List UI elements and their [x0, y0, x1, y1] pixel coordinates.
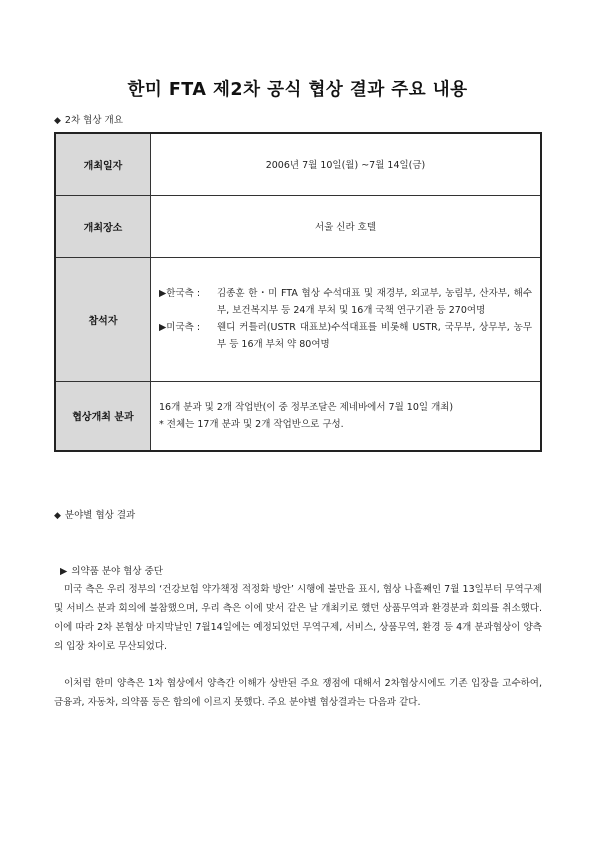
- table-row-venue: [55, 195, 541, 257]
- attendee-us: [159, 319, 532, 353]
- row-label-attendees: 참석자: [55, 257, 151, 381]
- attendee-korea: [159, 285, 532, 319]
- row-value-attendees: [151, 257, 542, 381]
- attendee-us-text: 웬디 커틀러(USTR 대표보)수석대표를 비롯해 USTR, 국무부, 상무부, 농무부 등 16개 부처 약 80여명: [217, 322, 532, 350]
- attendee-korea-label: ▶한국측 :: [159, 288, 201, 299]
- table-row-date: [55, 133, 541, 195]
- row-value-venue: 서울 신라 호텔: [151, 195, 542, 257]
- subsection-heading: [60, 563, 163, 577]
- paragraph-2: 이처럼 한미 양측은 1차 협상에서 양측간 이해가 상반된 주요 쟁점에 대해서 2차협상시에도 기존 입장을 고수하여, 금융과, 자동차, 의약품 등은 합의에 이르지 못했다. 주요 분야별 협상결과는 다음과 같다.: [54, 678, 542, 708]
- split-line-2: * 전체는 17개 분과 및 2개 작업반으로 구성.: [159, 418, 344, 430]
- section-heading-text: 분야별 협상 결과: [64, 510, 136, 521]
- row-label-split: 협상개최 분과: [55, 381, 151, 451]
- triangle-bullet-icon: ▶: [60, 566, 68, 577]
- row-value-split: [151, 381, 542, 451]
- split-line-1: 16개 분과 및 2개 작업반(이 중 정부조달은 제네바에서 7월 10일 개최): [159, 401, 454, 413]
- section-heading-results: [54, 507, 135, 521]
- row-label-venue: 개최장소: [55, 195, 151, 257]
- section-heading-text: 2차 협상 개요: [64, 115, 123, 126]
- table-row-attendees: [55, 257, 541, 381]
- subsection-heading-text: 의약품 분야 협상 중단: [71, 566, 163, 577]
- row-value-date: 2006년 7월 10일(월) ~7월 14일(금): [151, 133, 542, 195]
- section-heading-overview: [54, 112, 123, 126]
- row-label-date: 개최일자: [55, 133, 151, 195]
- paragraph-1: 미국 측은 우리 정부의 ‘건강보험 약가책정 적정화 방안’ 시행에 불만을 표시, 협상 나흘째인 7월 13일부터 무역구제 및 서비스 분과 회의에 불참했으며, 우리 측은 이에 맞서 같은 날 개최키로 했던 상품무역과 환경분과 회의를 취소했다. 이에 따라 2차 본협상 마지막날인 7월14일에는 예정되었던 무역구제, 서비스, 상품무역, 환경 등 4개 분과협상이 양측의 입장 차이로 무산되었다.: [54, 584, 542, 652]
- diamond-bullet-icon: ◆: [54, 511, 61, 521]
- attendee-us-label: ▶미국측 :: [159, 322, 201, 333]
- document-title: 한미 FTA 제2차 공식 협상 결과 주요 내용: [127, 80, 468, 100]
- table-row-split: [55, 381, 541, 451]
- attendee-korea-text: 김종훈 한・미 FTA 협상 수석대표 및 재경부, 외교부, 농림부, 산자부, 해수부, 보건복지부 등 24개 부처 및 16개 국책 연구기관 등 270여명: [217, 288, 532, 316]
- overview-table: [54, 132, 542, 452]
- diamond-bullet-icon: ◆: [54, 116, 61, 126]
